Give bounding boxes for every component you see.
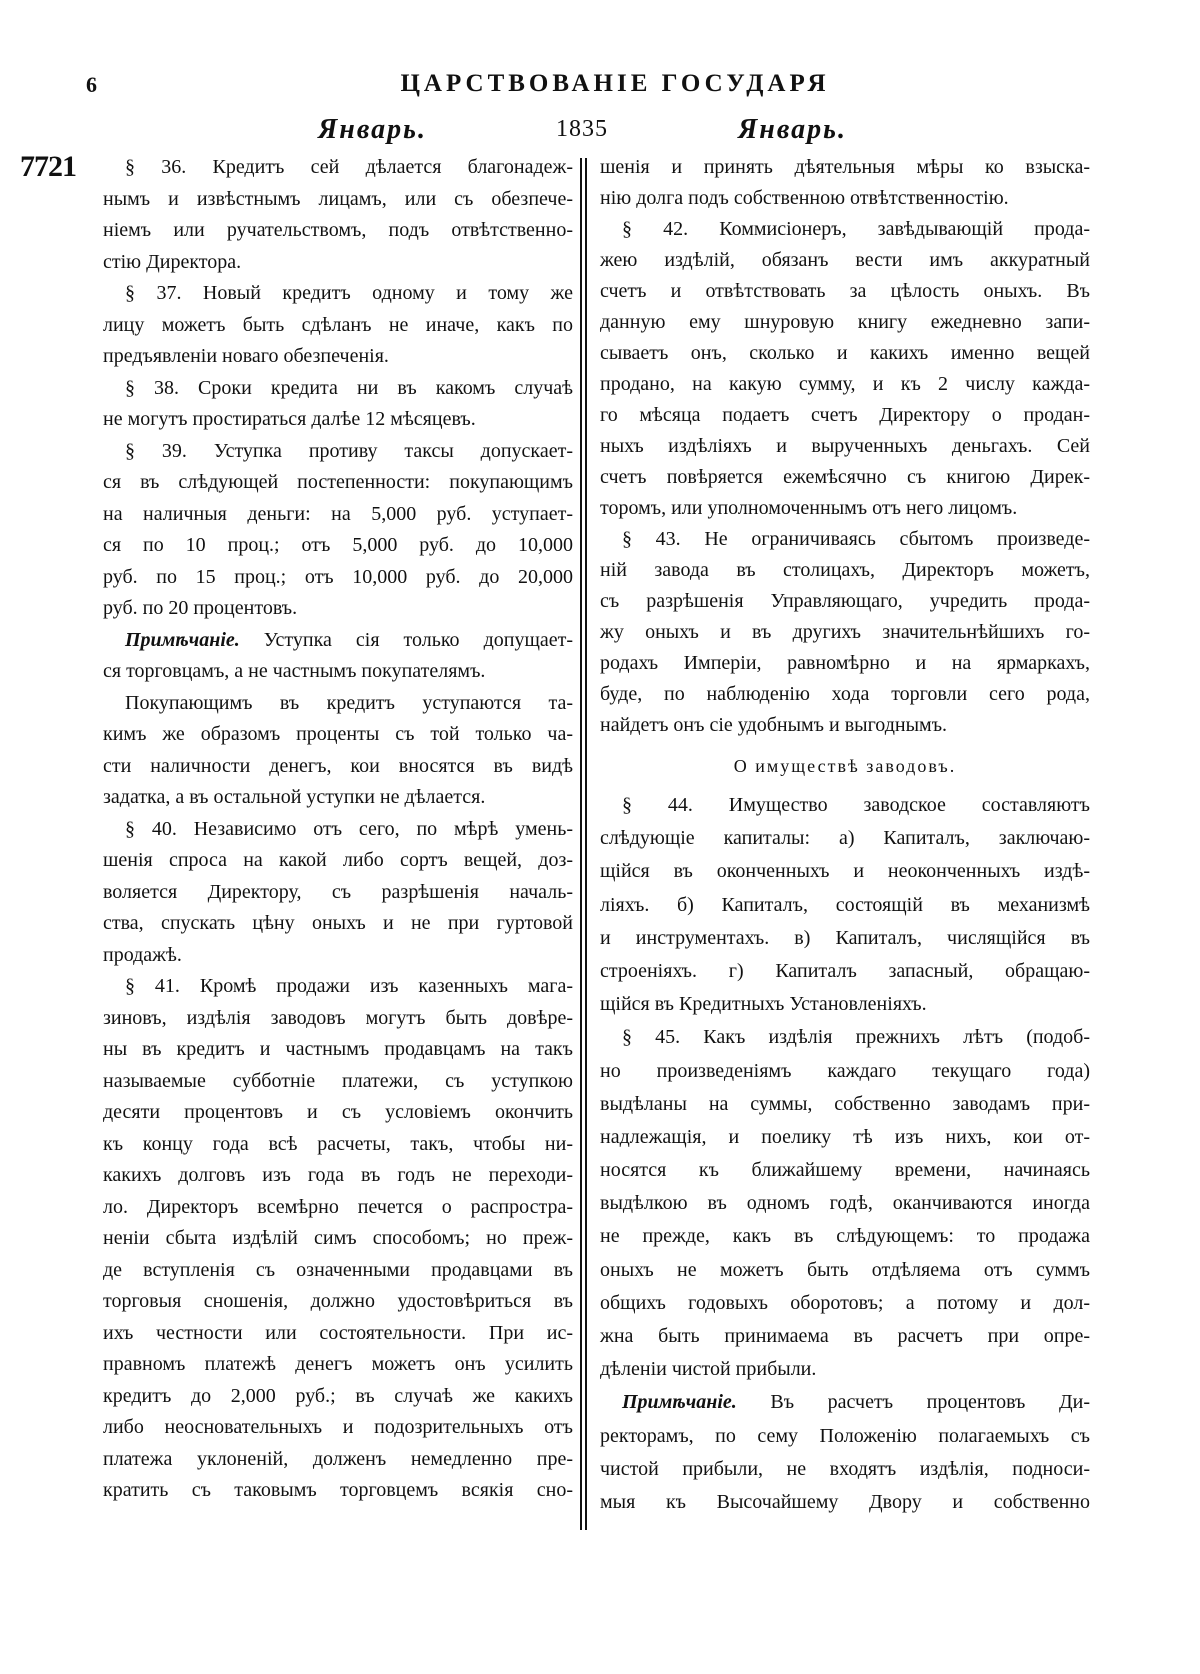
text-line bbox=[600, 648, 1090, 679]
line-text: зиновъ, издѣлія заводовъ могутъ быть довѣре- bbox=[103, 1006, 573, 1029]
line-text: общихъ годовыхъ оборотовъ; а потому и дол- bbox=[600, 1291, 1090, 1314]
text-line bbox=[103, 436, 573, 468]
text-line bbox=[103, 1381, 573, 1413]
text-line bbox=[600, 1386, 1090, 1419]
line-text: § 42. Коммисіонеръ, завѣдывающій прода- bbox=[622, 218, 1090, 240]
line-text: дѣленіи чистой прибыли. bbox=[600, 1358, 817, 1381]
line-text: ло. Директоръ всемѣрно печется о распростра- bbox=[103, 1195, 573, 1218]
text-line bbox=[103, 310, 573, 342]
note-label: Примѣчаніе. bbox=[125, 628, 240, 651]
note-paragraph bbox=[600, 1386, 1090, 1519]
paragraph bbox=[600, 214, 1090, 524]
text-line bbox=[600, 183, 1090, 214]
line-text: строеніяхъ. г) Капиталъ запасный, обращаю- bbox=[600, 959, 1090, 982]
line-text: не прежде, какъ въ слѣдующемъ: то продажа bbox=[600, 1225, 1090, 1248]
text-line bbox=[600, 955, 1090, 988]
text-line bbox=[600, 369, 1090, 400]
text-line bbox=[103, 341, 573, 373]
text-line bbox=[600, 276, 1090, 307]
text-line bbox=[103, 908, 573, 940]
text-line bbox=[600, 1021, 1090, 1054]
line-text: шенія и принять дѣятельныя мѣры ко взыска- bbox=[600, 156, 1090, 178]
line-text: руб. по 20 процентовъ. bbox=[103, 597, 298, 619]
line-text: либо неосновательныхъ и подозрительныхъ отъ bbox=[103, 1416, 573, 1438]
paragraph bbox=[600, 789, 1090, 1021]
line-text: платежа уклоненій, долженъ немедленно пре- bbox=[103, 1447, 573, 1470]
text-line bbox=[600, 679, 1090, 710]
text-line bbox=[103, 278, 573, 310]
line-text: ихъ честности или состоятельности. При ис- bbox=[103, 1321, 573, 1344]
line-text: § 37. Новый кредитъ одному и тому же bbox=[125, 282, 573, 304]
text-line bbox=[600, 245, 1090, 276]
line-text: надлежащія, и поелику тѣ изъ нихъ, кои от- bbox=[600, 1125, 1090, 1148]
text-line bbox=[600, 493, 1090, 524]
text-line bbox=[103, 530, 573, 562]
text-line bbox=[103, 814, 573, 846]
line-text: ліяхъ. б) Капиталъ, состоящій въ механизмѣ bbox=[600, 893, 1090, 916]
text-line bbox=[600, 1088, 1090, 1121]
line-text: къ концу года всѣ расчеты, такъ, чтобы ни- bbox=[103, 1132, 573, 1155]
text-line bbox=[103, 1223, 573, 1255]
text-line bbox=[600, 1121, 1090, 1154]
text-line bbox=[600, 617, 1090, 648]
running-title: ЦАРСТВОВАНІЕ ГОСУДАРЯ bbox=[400, 70, 830, 97]
text-line bbox=[600, 1320, 1090, 1353]
text-line bbox=[103, 1034, 573, 1066]
line-text: жею издѣлій, обязанъ вести имъ аккуратный bbox=[600, 249, 1090, 271]
text-line bbox=[600, 214, 1090, 245]
line-text: го мѣсяца подаетъ счетъ Директору о продан- bbox=[600, 404, 1090, 426]
line-text: сываетъ онъ, сколько и какихъ именно вещей bbox=[600, 342, 1090, 364]
text-line bbox=[103, 593, 573, 625]
paragraph bbox=[600, 1021, 1090, 1386]
line-text: стію Директора. bbox=[103, 250, 242, 273]
text-line bbox=[103, 751, 573, 783]
paragraph bbox=[103, 971, 573, 1507]
text-line bbox=[600, 1453, 1090, 1486]
page-number: 6 bbox=[86, 72, 97, 97]
text-line bbox=[103, 152, 573, 184]
text-line bbox=[600, 889, 1090, 922]
line-text: называемые субботніе платежи, съ уступкою bbox=[103, 1069, 573, 1092]
text-line bbox=[103, 467, 573, 499]
text-line bbox=[103, 215, 573, 247]
line-text: § 44. Имущество заводское составляютъ bbox=[622, 794, 1090, 816]
line-text: ній завода въ столицахъ, Директоръ можетъ, bbox=[600, 559, 1090, 581]
text-line bbox=[103, 688, 573, 720]
paragraph bbox=[103, 688, 573, 814]
line-text: шенія спроса на какой либо сортъ вещей, доз- bbox=[103, 849, 573, 871]
text-line bbox=[103, 1003, 573, 1035]
line-text: ся торговцамъ, а не частнымъ покупателямъ. bbox=[103, 660, 486, 682]
line-text: кредитъ до 2,000 руб.; въ случаѣ же какихъ bbox=[103, 1384, 573, 1407]
line-text: счетъ повѣряется ежемѣсячно съ книгою Дирек- bbox=[600, 466, 1090, 488]
line-text: выдѣланы на суммы, собственно заводамъ при- bbox=[600, 1092, 1090, 1115]
text-line bbox=[103, 782, 573, 814]
text-line bbox=[103, 877, 573, 909]
text-line bbox=[103, 845, 573, 877]
paragraph bbox=[103, 278, 573, 373]
line-text: счетъ и отвѣтствовать за цѣлость оныхъ. Въ bbox=[600, 280, 1090, 302]
line-text: родахъ Имперіи, равномѣрно и на ярмаркахъ, bbox=[600, 652, 1090, 674]
text-line bbox=[600, 1353, 1090, 1386]
line-text: лицу можетъ быть сдѣланъ не иначе, какъ по bbox=[103, 313, 573, 336]
text-line bbox=[600, 1055, 1090, 1088]
text-line bbox=[600, 1486, 1090, 1519]
text-line bbox=[103, 1097, 573, 1129]
text-line bbox=[600, 1287, 1090, 1320]
line-text: и инструментахъ. в) Капиталъ, числящійся въ bbox=[600, 926, 1090, 949]
year: 1835 bbox=[556, 116, 608, 142]
text-line bbox=[103, 499, 573, 531]
text-line bbox=[103, 1129, 573, 1161]
text-line bbox=[600, 1154, 1090, 1187]
text-line bbox=[600, 988, 1090, 1021]
line-text: оныхъ не можетъ быть отдѣляема отъ суммъ bbox=[600, 1258, 1090, 1281]
line-text: щійся въ Кредитныхъ Установленіяхъ. bbox=[600, 993, 927, 1016]
line-text: ны въ кредитъ и частнымъ продавцамъ на такъ bbox=[103, 1038, 573, 1060]
text-line bbox=[600, 710, 1090, 741]
line-text: кратить съ таковымъ торговцемъ всякія сно- bbox=[103, 1479, 573, 1501]
text-line bbox=[103, 1444, 573, 1476]
line-text: на наличныя деньги: на 5,000 руб. уступает- bbox=[103, 502, 573, 525]
paragraph bbox=[600, 152, 1090, 214]
line-text: чистой прибыли, не входятъ издѣлія, подноси- bbox=[600, 1457, 1090, 1480]
paragraph bbox=[103, 436, 573, 625]
line-text: продажѣ. bbox=[103, 943, 182, 966]
line-text: жу оныхъ и въ другихъ значительнѣйшихъ го- bbox=[600, 621, 1090, 643]
line-text: съ разрѣшенія Управляющаго, учредить прода- bbox=[600, 590, 1090, 612]
text-line bbox=[103, 625, 573, 657]
margin-document-number: 7721 bbox=[20, 150, 76, 183]
line-text: Уступка сія только допущает- bbox=[239, 628, 573, 651]
month-right: Январь. bbox=[738, 114, 847, 145]
text-line bbox=[600, 524, 1090, 555]
text-line bbox=[103, 1412, 573, 1444]
text-line bbox=[600, 152, 1090, 183]
line-text: воляется Директору, съ разрѣшенія началь- bbox=[103, 880, 573, 903]
line-text: кимъ же образомъ проценты съ той только ча- bbox=[103, 723, 573, 745]
right-column bbox=[600, 152, 1090, 1519]
text-line bbox=[103, 562, 573, 594]
line-text: сти наличности денегъ, кои вносятся въ видѣ bbox=[103, 754, 573, 777]
column-divider bbox=[580, 158, 582, 1530]
line-text: данную ему шнуровую книгу ежедневно запи- bbox=[600, 311, 1090, 333]
line-text: ства, спускать цѣну оныхъ и не при гуртовой bbox=[103, 912, 573, 934]
line-text: § 40. Независимо отъ сего, по мѣрѣ умень- bbox=[125, 817, 573, 840]
line-text: § 45. Какъ издѣлія прежнихъ лѣтъ (подоб- bbox=[622, 1026, 1090, 1049]
text-line bbox=[103, 719, 573, 751]
text-line bbox=[600, 555, 1090, 586]
line-text: слѣдующіе капиталы: а) Капиталъ, заключаю- bbox=[600, 827, 1090, 850]
text-line bbox=[103, 184, 573, 216]
line-text: § 38. Сроки кредита ни въ какомъ случаѣ bbox=[125, 376, 573, 399]
line-text: торговыя сношенія, должно удостовѣриться въ bbox=[103, 1290, 573, 1312]
text-line bbox=[103, 656, 573, 688]
text-line bbox=[103, 971, 573, 1003]
text-line bbox=[600, 1187, 1090, 1220]
line-text: задатка, а въ остальной уступки не дѣлается. bbox=[103, 786, 486, 808]
text-line bbox=[103, 373, 573, 405]
text-line bbox=[600, 789, 1090, 822]
text-line bbox=[600, 586, 1090, 617]
text-line bbox=[103, 1475, 573, 1507]
text-line bbox=[600, 1220, 1090, 1253]
line-text: какихъ долговъ изъ года въ годъ не переходи- bbox=[103, 1164, 573, 1186]
text-line bbox=[600, 855, 1090, 888]
line-text: десяти процентовъ и съ условіемъ окончить bbox=[103, 1101, 573, 1123]
paragraph bbox=[103, 373, 573, 436]
paragraph bbox=[103, 814, 573, 972]
note-label: Примѣчаніе. bbox=[622, 1391, 737, 1414]
text-line bbox=[600, 922, 1090, 955]
line-text: буде, по наблюденію хода торговли сего рода, bbox=[600, 683, 1090, 705]
text-line bbox=[600, 1254, 1090, 1287]
line-text: неніи сбыта издѣлій симъ способомъ; но преж- bbox=[103, 1227, 573, 1249]
line-text: Въ расчетъ процентовъ Ди- bbox=[736, 1391, 1090, 1414]
line-text: выдѣлкою въ одномъ годѣ, оканчиваются иногда bbox=[600, 1192, 1090, 1215]
line-text: ніемъ или ручательствомъ, подъ отвѣтственно- bbox=[103, 219, 573, 241]
line-text: де вступленія съ означенными продавцами въ bbox=[103, 1258, 573, 1281]
paragraph bbox=[600, 524, 1090, 741]
left-column bbox=[103, 152, 573, 1507]
line-text: нію долга подъ собственною отвѣтственностію. bbox=[600, 187, 1009, 209]
text-line bbox=[103, 247, 573, 279]
text-line bbox=[103, 1160, 573, 1192]
line-text: жна быть принимаема въ расчетъ при опре- bbox=[600, 1325, 1090, 1347]
text-line bbox=[103, 1349, 573, 1381]
line-text: найдетъ онъ сіе удобнымъ и выгоднымъ. bbox=[600, 714, 948, 736]
line-text: § 39. Уступка противу таксы допускает- bbox=[125, 439, 573, 462]
line-text: мыя къ Высочайшему Двору и собственно bbox=[600, 1490, 1090, 1513]
line-text: носятся къ ближайшему времени, начинаясь bbox=[600, 1159, 1090, 1182]
text-line bbox=[103, 1066, 573, 1098]
text-line bbox=[103, 1255, 573, 1287]
line-text: ся по 10 проц.; отъ 5,000 руб. до 10,000 bbox=[103, 534, 573, 556]
paragraph bbox=[103, 152, 573, 278]
line-text: нымъ и извѣстнымъ лицамъ, или съ обезпече- bbox=[103, 187, 573, 210]
line-text: предъявленіи новаго обезпеченія. bbox=[103, 345, 389, 367]
line-text: щійся въ оконченныхъ и неоконченныхъ издѣ- bbox=[600, 860, 1090, 883]
line-text: ся въ слѣдующей постепенности: покупающимъ bbox=[103, 471, 573, 493]
line-text: торомъ, или уполномоченнымъ отъ него лицомъ. bbox=[600, 497, 1018, 519]
text-line bbox=[103, 1286, 573, 1318]
text-line bbox=[600, 307, 1090, 338]
text-line bbox=[600, 338, 1090, 369]
text-line bbox=[600, 1420, 1090, 1453]
text-line bbox=[103, 1318, 573, 1350]
text-line bbox=[600, 822, 1090, 855]
text-line bbox=[103, 404, 573, 436]
month-left: Январь. bbox=[318, 114, 427, 145]
line-text: § 36. Кредитъ сей дѣлается благонадеж- bbox=[125, 156, 573, 178]
line-text: Покупающимъ въ кредитъ уступаются та- bbox=[125, 691, 573, 714]
section-heading: О имуществѣ заводовъ. bbox=[733, 756, 957, 776]
line-text: ректорамъ, по сему Положенію полагаемыхъ съ bbox=[600, 1424, 1090, 1447]
line-text: правномъ платежѣ денегъ можетъ онъ усилить bbox=[103, 1353, 573, 1375]
line-text: продано, на какую сумму, и къ 2 числу кажда- bbox=[600, 373, 1090, 395]
note-paragraph bbox=[103, 625, 573, 688]
text-line bbox=[600, 400, 1090, 431]
line-text: руб. по 15 проц.; отъ 10,000 руб. до 20,000 bbox=[103, 565, 573, 588]
line-text: ныхъ издѣліяхъ и вырученныхъ деньгахъ. Сей bbox=[600, 435, 1090, 457]
text-line bbox=[600, 431, 1090, 462]
column-divider bbox=[585, 158, 587, 1530]
text-line bbox=[600, 462, 1090, 493]
text-line bbox=[103, 1192, 573, 1224]
line-text: § 41. Кромѣ продажи изъ казенныхъ мага- bbox=[125, 975, 573, 997]
text-line bbox=[103, 940, 573, 972]
line-text: не могутъ простираться далѣе 12 мѣсяцевъ. bbox=[103, 408, 476, 430]
line-text: § 43. Не ограничиваясь сбытомъ произведе- bbox=[622, 528, 1090, 550]
line-text: но произведеніямъ каждаго текущаго года) bbox=[600, 1059, 1090, 1082]
